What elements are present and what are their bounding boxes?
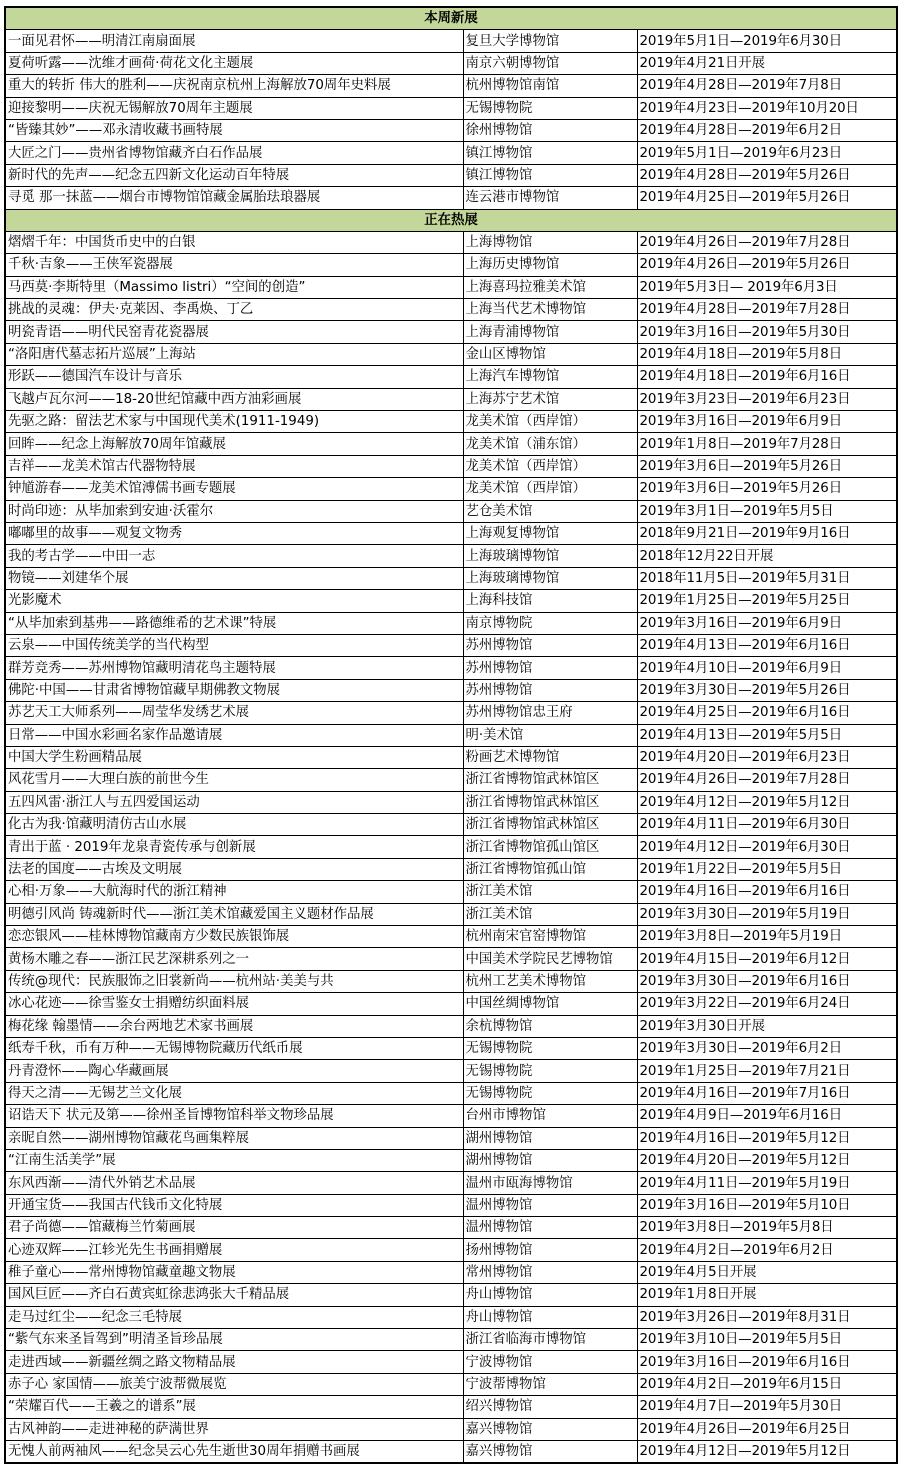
date-range-cell: 2019年4月28日—2019年7月8日 (637, 75, 897, 97)
table-row (5, 433, 897, 455)
table-row (5, 881, 897, 903)
venue-cell: 无锡博物院 (463, 1037, 637, 1059)
table-row (5, 231, 897, 253)
table-row (5, 52, 897, 74)
table-row (5, 1373, 897, 1395)
exhibition-name-cell: 迎接黎明——庆祝无锡解放70周年主题展 (5, 97, 463, 119)
table-row (5, 1172, 897, 1194)
exhibition-name-cell: 钟馗游春——龙美术馆溥儒书画专题展 (5, 478, 463, 500)
venue-cell: 中国美术学院民艺博物馆 (463, 948, 637, 970)
table-row (5, 1261, 897, 1283)
venue-cell: 上海青浦博物馆 (463, 321, 637, 343)
venue-cell: 无锡博物院 (463, 1060, 637, 1082)
table-row (5, 836, 897, 858)
exhibition-name-cell: 夏荷听露——沈维才画荷·荷花文化主题展 (5, 52, 463, 74)
exhibition-name-cell: “洛阳唐代墓志拓片巡展”上海站 (5, 343, 463, 365)
exhibition-name-cell: 云泉——中国传统美学的当代构型 (5, 634, 463, 656)
date-range-cell: 2019年3月16日—2019年5月30日 (637, 321, 897, 343)
table-row (5, 590, 897, 612)
exhibition-name-cell: 青出于蓝 · 2019年龙泉青瓷传承与创新展 (5, 836, 463, 858)
table-row (5, 321, 897, 343)
venue-cell: 上海汽车博物馆 (463, 366, 637, 388)
date-range-cell: 2019年1月25日—2019年7月21日 (637, 1060, 897, 1082)
date-range-cell: 2018年9月21日—2019年9月16日 (637, 522, 897, 544)
table-row (5, 679, 897, 701)
date-range-cell: 2019年4月26日—2019年5月26日 (637, 254, 897, 276)
venue-cell: 浙江美术馆 (463, 903, 637, 925)
exhibition-name-cell: 挑战的灵魂：伊夫·克莱因、李禹焕、丁乙 (5, 299, 463, 321)
venue-cell: 杭州博物馆南馆 (463, 75, 637, 97)
venue-cell: 浙江省博物馆孤山馆区 (463, 836, 637, 858)
date-range-cell: 2019年4月23日—2019年10月20日 (637, 97, 897, 119)
date-range-cell: 2019年4月25日—2019年5月26日 (637, 187, 897, 209)
table-row (5, 926, 897, 948)
exhibition-name-cell: 古风神韵——走进神秘的萨满世界 (5, 1418, 463, 1440)
table-row (5, 1239, 897, 1261)
venue-cell: 上海苏宁艺术馆 (463, 388, 637, 410)
date-range-cell: 2019年4月7日—2019年5月30日 (637, 1396, 897, 1418)
exhibition-name-cell: 得天之清——无锡艺兰文化展 (5, 1082, 463, 1104)
venue-cell: 浙江省临海市博物馆 (463, 1329, 637, 1351)
date-range-cell: 2019年3月22日—2019年6月24日 (637, 993, 897, 1015)
table-row (5, 343, 897, 365)
venue-cell: 龙美术馆（西岸馆） (463, 411, 637, 433)
exhibition-table-body (5, 7, 897, 1463)
exhibition-name-cell: 五四风雷·浙江人与五四爱国运动 (5, 791, 463, 813)
table-row (5, 1396, 897, 1418)
exhibition-name-cell: 吉祥——龙美术馆古代器物特展 (5, 455, 463, 477)
venue-cell: 上海玻璃博物馆 (463, 545, 637, 567)
table-row (5, 724, 897, 746)
venue-cell: 上海观复博物馆 (463, 522, 637, 544)
exhibition-name-cell: 走马过红尘——纪念三毛特展 (5, 1306, 463, 1328)
date-range-cell: 2019年5月1日—2019年6月23日 (637, 142, 897, 164)
venue-cell: 湖州博物馆 (463, 1149, 637, 1171)
date-range-cell: 2019年3月6日—2019年5月26日 (637, 478, 897, 500)
date-range-cell: 2019年4月15日—2019年6月12日 (637, 948, 897, 970)
venue-cell: 常州博物馆 (463, 1261, 637, 1283)
table-row (5, 478, 897, 500)
venue-cell: 镇江博物馆 (463, 164, 637, 186)
table-row (5, 75, 897, 97)
exhibition-name-cell: 熠熠千年：中国货币史中的白银 (5, 231, 463, 253)
venue-cell: 中国丝绸博物馆 (463, 993, 637, 1015)
exhibition-name-cell: 物镜——刘建华个展 (5, 567, 463, 589)
table-row (5, 164, 897, 186)
venue-cell: 明·美术馆 (463, 724, 637, 746)
table-row (5, 1306, 897, 1328)
exhibition-name-cell: 马西莫·李斯特里（Massimo listri）“空间的创造” (5, 276, 463, 298)
date-range-cell: 2018年12月22日开展 (637, 545, 897, 567)
venue-cell: 舟山博物馆 (463, 1306, 637, 1328)
exhibition-name-cell: 国风巨匠——齐白石黄宾虹徐悲鸿张大千精品展 (5, 1284, 463, 1306)
table-row (5, 455, 897, 477)
venue-cell: 温州博物馆 (463, 1217, 637, 1239)
exhibition-name-cell: 先驱之路：留法艺术家与中国现代美术(1911-1949) (5, 411, 463, 433)
date-range-cell: 2018年11月5日—2019年5月31日 (637, 567, 897, 589)
exhibition-name-cell: 开通宝货——我国古代钱币文化特展 (5, 1194, 463, 1216)
exhibition-name-cell: 回眸——纪念上海解放70周年馆藏展 (5, 433, 463, 455)
venue-cell: 宁波帮博物馆 (463, 1373, 637, 1395)
date-range-cell: 2019年4月12日—2019年5月12日 (637, 791, 897, 813)
date-range-cell: 2019年4月26日—2019年6月25日 (637, 1418, 897, 1440)
venue-cell: 上海历史博物馆 (463, 254, 637, 276)
table-row (5, 634, 897, 656)
table-row (5, 1105, 897, 1127)
venue-cell: 金山区博物馆 (463, 343, 637, 365)
date-range-cell: 2019年1月8日开展 (637, 1284, 897, 1306)
date-range-cell: 2019年3月30日—2019年5月26日 (637, 679, 897, 701)
date-range-cell: 2019年3月16日—2019年6月9日 (637, 612, 897, 634)
section-header-row (5, 209, 897, 231)
exhibition-name-cell: 明瓷青语——明代民窑青花瓷器展 (5, 321, 463, 343)
date-range-cell: 2019年4月13日—2019年6月16日 (637, 634, 897, 656)
exhibition-name-cell: 风花雪月——大理白族的前世今生 (5, 769, 463, 791)
date-range-cell: 2019年4月28日—2019年6月2日 (637, 119, 897, 141)
date-range-cell: 2019年3月1日—2019年5月5日 (637, 500, 897, 522)
exhibition-name-cell: 中国大学生粉画精品展 (5, 746, 463, 768)
table-row (5, 702, 897, 724)
venue-cell: 苏州博物馆 (463, 634, 637, 656)
exhibition-name-cell: 走进西域——新疆丝绸之路文物精品展 (5, 1351, 463, 1373)
date-range-cell: 2019年4月13日—2019年5月5日 (637, 724, 897, 746)
date-range-cell: 2019年4月20日—2019年6月23日 (637, 746, 897, 768)
table-row (5, 1351, 897, 1373)
exhibition-name-cell: 君子尚德——馆藏梅兰竹菊画展 (5, 1217, 463, 1239)
exhibition-name-cell: 法老的国度——古埃及文明展 (5, 858, 463, 880)
table-row (5, 1149, 897, 1171)
date-range-cell: 2019年4月28日—2019年7月28日 (637, 299, 897, 321)
venue-cell: 南京博物院 (463, 612, 637, 634)
date-range-cell: 2019年4月20日—2019年5月12日 (637, 1149, 897, 1171)
date-range-cell: 2019年4月2日—2019年6月15日 (637, 1373, 897, 1395)
venue-cell: 浙江美术馆 (463, 881, 637, 903)
venue-cell: 余杭博物馆 (463, 1015, 637, 1037)
table-row (5, 858, 897, 880)
venue-cell: 苏州博物馆 (463, 657, 637, 679)
date-range-cell: 2019年1月8日—2019年7月28日 (637, 433, 897, 455)
table-row (5, 187, 897, 209)
table-row (5, 1418, 897, 1440)
venue-cell: 苏州博物馆 (463, 679, 637, 701)
venue-cell: 宁波博物馆 (463, 1351, 637, 1373)
table-row (5, 993, 897, 1015)
exhibition-name-cell: 形跃——德国汽车设计与音乐 (5, 366, 463, 388)
venue-cell: 龙美术馆（西岸馆） (463, 478, 637, 500)
date-range-cell: 2019年4月9日—2019年6月16日 (637, 1105, 897, 1127)
date-range-cell: 2019年4月26日—2019年7月28日 (637, 231, 897, 253)
exhibition-name-cell: 冰心花迹——徐雪鉴女士捐赠纺织面料展 (5, 993, 463, 1015)
date-range-cell: 2019年3月30日—2019年6月16日 (637, 970, 897, 992)
table-row (5, 142, 897, 164)
exhibition-name-cell: 无愧人前两袖风——纪念吴云心先生逝世30周年捐赠书画展 (5, 1441, 463, 1464)
table-row (5, 299, 897, 321)
table-row (5, 254, 897, 276)
venue-cell: 苏州博物馆忠王府 (463, 702, 637, 724)
section-title: 正在热展 (5, 209, 897, 231)
exhibition-name-cell: 传统@现代：民族服饰之旧裳新尚——杭州站·美美与共 (5, 970, 463, 992)
date-range-cell: 2019年3月16日—2019年5月10日 (637, 1194, 897, 1216)
exhibition-name-cell: 群芳竞秀——苏州博物馆藏明清花鸟主题特展 (5, 657, 463, 679)
venue-cell: 扬州博物馆 (463, 1239, 637, 1261)
exhibition-name-cell: 时尚印迹：从毕加索到安迪·沃霍尔 (5, 500, 463, 522)
exhibition-name-cell: 心相·万象——大航海时代的浙江精神 (5, 881, 463, 903)
exhibition-name-cell: “荣耀百代——王羲之的谱系”展 (5, 1396, 463, 1418)
venue-cell: 浙江省博物馆武林馆区 (463, 791, 637, 813)
exhibition-name-cell: “皆臻其妙”——邓永清收藏书画特展 (5, 119, 463, 141)
date-range-cell: 2019年3月30日—2019年5月19日 (637, 903, 897, 925)
venue-cell: 台州市博物馆 (463, 1105, 637, 1127)
date-range-cell: 2019年4月5日开展 (637, 1261, 897, 1283)
table-row (5, 411, 897, 433)
venue-cell: 上海博物馆 (463, 231, 637, 253)
table-row (5, 791, 897, 813)
date-range-cell: 2019年3月10日—2019年5月5日 (637, 1329, 897, 1351)
date-range-cell: 2019年1月22日—2019年5月5日 (637, 858, 897, 880)
date-range-cell: 2019年4月12日—2019年6月30日 (637, 836, 897, 858)
exhibition-name-cell: 日常——中国水彩画名家作品邀请展 (5, 724, 463, 746)
exhibition-name-cell: 苏艺天工大师系列——周莹华发绣艺术展 (5, 702, 463, 724)
venue-cell: 杭州南宋官窑博物馆 (463, 926, 637, 948)
exhibition-name-cell: 诏诰天下 状元及第——徐州圣旨博物馆科举文物珍品展 (5, 1105, 463, 1127)
venue-cell: 浙江省博物馆武林馆区 (463, 769, 637, 791)
venue-cell: 连云港市博物馆 (463, 187, 637, 209)
venue-cell: 艺仓美术馆 (463, 500, 637, 522)
table-row (5, 30, 897, 52)
date-range-cell: 2019年4月11日—2019年5月19日 (637, 1172, 897, 1194)
exhibition-name-cell: 心迹双辉——江轸光先生书画捐赠展 (5, 1239, 463, 1261)
exhibition-name-cell: 千秋·吉象——王侠军瓷器展 (5, 254, 463, 276)
table-row (5, 903, 897, 925)
venue-cell: 南京六朝博物馆 (463, 52, 637, 74)
table-row (5, 366, 897, 388)
venue-cell: 无锡博物院 (463, 97, 637, 119)
table-row (5, 388, 897, 410)
table-row (5, 1284, 897, 1306)
table-row (5, 500, 897, 522)
section-title: 本周新展 (5, 7, 897, 30)
venue-cell: 上海玻璃博物馆 (463, 567, 637, 589)
exhibition-name-cell: 重大的转折 伟大的胜利——庆祝南京杭州上海解放70周年史料展 (5, 75, 463, 97)
venue-cell: 嘉兴博物馆 (463, 1441, 637, 1464)
date-range-cell: 2019年4月12日—2019年5月12日 (637, 1441, 897, 1464)
date-range-cell: 2019年3月30日—2019年6月2日 (637, 1037, 897, 1059)
exhibition-name-cell: 光影魔术 (5, 590, 463, 612)
date-range-cell: 2019年4月2日—2019年6月2日 (637, 1239, 897, 1261)
date-range-cell: 2019年3月26日—2019年8月31日 (637, 1306, 897, 1328)
venue-cell: 杭州工艺美术博物馆 (463, 970, 637, 992)
table-row (5, 276, 897, 298)
table-row (5, 970, 897, 992)
table-row (5, 1037, 897, 1059)
venue-cell: 上海当代艺术博物馆 (463, 299, 637, 321)
table-row (5, 1015, 897, 1037)
venue-cell: 龙美术馆（浦东馆） (463, 433, 637, 455)
date-range-cell: 2019年4月11日—2019年6月30日 (637, 814, 897, 836)
table-row (5, 545, 897, 567)
venue-cell: 浙江省博物馆孤山馆 (463, 858, 637, 880)
table-row (5, 1441, 897, 1464)
exhibition-name-cell: 新时代的先声——纪念五四新文化运动百年特展 (5, 164, 463, 186)
venue-cell: 绍兴博物馆 (463, 1396, 637, 1418)
venue-cell: 温州博物馆 (463, 1194, 637, 1216)
venue-cell: 温州市瓯海博物馆 (463, 1172, 637, 1194)
venue-cell: 徐州博物馆 (463, 119, 637, 141)
table-row (5, 657, 897, 679)
venue-cell: 舟山博物馆 (463, 1284, 637, 1306)
table-row (5, 948, 897, 970)
date-range-cell: 2019年1月25日—2019年5月25日 (637, 590, 897, 612)
exhibition-name-cell: 恋恋银风——桂林博物馆藏南方少数民族银饰展 (5, 926, 463, 948)
exhibition-name-cell: 飞越卢瓦尔河——18-20世纪馆藏中西方油彩画展 (5, 388, 463, 410)
date-range-cell: 2019年4月18日—2019年6月16日 (637, 366, 897, 388)
table-row (5, 1217, 897, 1239)
date-range-cell: 2019年3月8日—2019年5月19日 (637, 926, 897, 948)
table-row (5, 1060, 897, 1082)
table-row (5, 769, 897, 791)
exhibition-name-cell: “紫气东来圣旨驾到”明清圣旨珍品展 (5, 1329, 463, 1351)
venue-cell: 复旦大学博物馆 (463, 30, 637, 52)
venue-cell: 无锡博物院 (463, 1082, 637, 1104)
table-row (5, 97, 897, 119)
date-range-cell: 2019年4月28日—2019年5月26日 (637, 164, 897, 186)
table-row (5, 119, 897, 141)
date-range-cell: 2019年4月16日—2019年7月16日 (637, 1082, 897, 1104)
exhibition-name-cell: 亲昵自然——湖州博物馆藏花鸟画集粹展 (5, 1127, 463, 1149)
date-range-cell: 2019年5月1日—2019年6月30日 (637, 30, 897, 52)
date-range-cell: 2019年3月30日开展 (637, 1015, 897, 1037)
venue-cell: 上海喜玛拉雅美术馆 (463, 276, 637, 298)
date-range-cell: 2019年4月25日—2019年6月16日 (637, 702, 897, 724)
exhibition-name-cell: 东风西渐——清代外销艺术品展 (5, 1172, 463, 1194)
exhibition-name-cell: 明德引风尚 铸魂新时代——浙江美术馆藏爱国主义题材作品展 (5, 903, 463, 925)
exhibition-name-cell: “从毕加索到基弗——路德维希的艺术课”特展 (5, 612, 463, 634)
date-range-cell: 2019年3月16日—2019年6月16日 (637, 1351, 897, 1373)
venue-cell: 湖州博物馆 (463, 1127, 637, 1149)
exhibition-name-cell: 大匠之门——贵州省博物馆藏齐白石作品展 (5, 142, 463, 164)
exhibition-name-cell: 黄杨木雕之春——浙江民艺深耕系列之一 (5, 948, 463, 970)
date-range-cell: 2019年4月18日—2019年5月8日 (637, 343, 897, 365)
exhibition-name-cell: 丹青澄怀——陶心华藏画展 (5, 1060, 463, 1082)
section-header-row (5, 7, 897, 30)
venue-cell: 嘉兴博物馆 (463, 1418, 637, 1440)
date-range-cell: 2019年4月16日—2019年5月12日 (637, 1127, 897, 1149)
date-range-cell: 2019年4月16日—2019年6月16日 (637, 881, 897, 903)
date-range-cell: 2019年4月21日开展 (637, 52, 897, 74)
date-range-cell: 2019年3月16日—2019年6月9日 (637, 411, 897, 433)
exhibition-name-cell: 我的考古学——中田一志 (5, 545, 463, 567)
exhibition-name-cell: 纸寿千秋，币有万种——无锡博物院藏历代纸币展 (5, 1037, 463, 1059)
table-row (5, 567, 897, 589)
table-row (5, 612, 897, 634)
table-row (5, 522, 897, 544)
date-range-cell: 2019年3月6日—2019年5月26日 (637, 455, 897, 477)
exhibition-name-cell: “江南生活美学”展 (5, 1149, 463, 1171)
date-range-cell: 2019年4月10日—2019年6月9日 (637, 657, 897, 679)
exhibition-name-cell: 梅花缘 翰墨情——余台两地艺术家书画展 (5, 1015, 463, 1037)
date-range-cell: 2019年3月8日—2019年5月8日 (637, 1217, 897, 1239)
exhibition-name-cell: 一面见君怀——明清江南扇面展 (5, 30, 463, 52)
venue-cell: 龙美术馆（西岸馆） (463, 455, 637, 477)
date-range-cell: 2019年5月3日— 2019年6月3日 (637, 276, 897, 298)
venue-cell: 浙江省博物馆武林馆区 (463, 814, 637, 836)
exhibition-name-cell: 寻觅 那一抹蓝——烟台市博物馆馆藏金属胎珐琅器展 (5, 187, 463, 209)
exhibition-table (4, 6, 898, 1464)
table-row (5, 814, 897, 836)
venue-cell: 粉画艺术博物馆 (463, 746, 637, 768)
venue-cell: 镇江博物馆 (463, 142, 637, 164)
table-row (5, 746, 897, 768)
table-row (5, 1082, 897, 1104)
exhibition-name-cell: 佛陀·中国——甘肃省博物馆藏早期佛教文物展 (5, 679, 463, 701)
exhibition-name-cell: 赤子心 家国情——旅美宁波帮微展览 (5, 1373, 463, 1395)
table-row (5, 1329, 897, 1351)
table-row (5, 1194, 897, 1216)
venue-cell: 上海科技馆 (463, 590, 637, 612)
date-range-cell: 2019年4月26日—2019年7月28日 (637, 769, 897, 791)
date-range-cell: 2019年3月23日—2019年6月23日 (637, 388, 897, 410)
exhibition-name-cell: 嘟嘟里的故事——观复文物秀 (5, 522, 463, 544)
table-row (5, 1127, 897, 1149)
exhibition-name-cell: 化古为我·馆藏明清仿古山水展 (5, 814, 463, 836)
exhibition-name-cell: 稚子童心——常州博物馆藏童趣文物展 (5, 1261, 463, 1283)
